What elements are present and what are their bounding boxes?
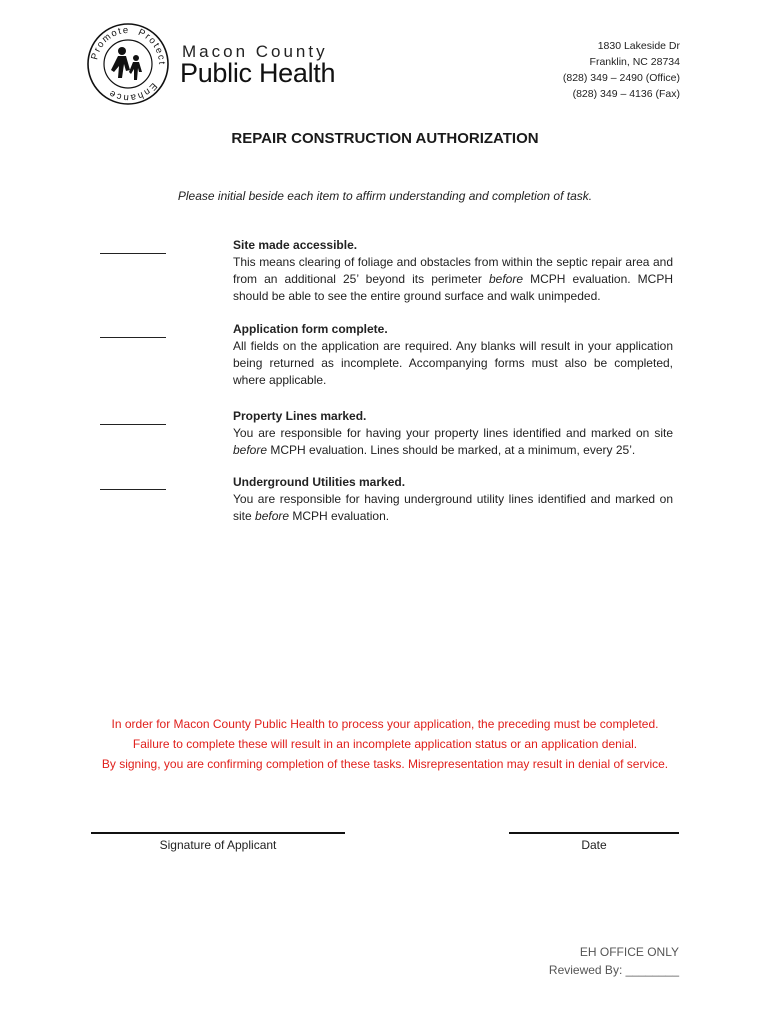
item-body-emphasis: before: [233, 443, 268, 457]
checklist-item-4: [233, 474, 673, 525]
notice-line-2: Failure to complete these will result in an incomplete application status or an application denial.: [132, 737, 638, 751]
seal-word-protect: Protect: [136, 27, 168, 66]
org-name-line1: Macon County: [182, 42, 328, 61]
item-body: This means clearing of foliage and obstacles from within the septic repair area and from an additional 25’ beyond its perimeter: [233, 255, 673, 286]
item-body-emphasis: before: [255, 509, 290, 523]
item-body: You are responsible for having underground utility lines identified and marked on site: [233, 492, 673, 523]
checklist-item-2: [233, 321, 673, 389]
date-line[interactable]: [509, 832, 679, 834]
item-body: All fields on the application are required. Any blanks will result in your application being returned as incomplete. Accompanying forms must also be completed, where applicable.: [233, 339, 673, 387]
item-heading: Application form complete.: [233, 322, 388, 336]
initial-blank-1[interactable]: [100, 253, 166, 254]
completion-notice: [0, 714, 770, 774]
address-block: [563, 38, 680, 102]
applicant-signature-label: Signature of Applicant: [159, 838, 277, 852]
address-phone: (828) 349 – 2490 (Office): [562, 72, 680, 84]
applicant-signature-line[interactable]: [91, 832, 345, 834]
office-only-label: EH OFFICE ONLY: [579, 945, 679, 959]
intro-instructions: Please initial beside each item to affirm understanding and completion of task.: [177, 189, 593, 203]
family-figures-icon: [111, 47, 142, 80]
item-body-emphasis: before: [488, 272, 524, 286]
public-health-seal: [86, 22, 170, 106]
address-city: Franklin, NC 28734: [589, 56, 680, 68]
item-body: You are responsible for having your property lines identified and marked on site: [233, 426, 673, 440]
initial-blank-2[interactable]: [100, 337, 166, 338]
org-name-line2: Public Health: [180, 58, 336, 88]
checklist-item-1: [233, 237, 673, 305]
reviewed-by-field[interactable]: Reviewed By: ________: [548, 963, 679, 977]
initial-blank-4[interactable]: [100, 489, 166, 490]
svg-text:Promote: [89, 25, 130, 61]
office-use-block: [549, 943, 679, 979]
item-heading: Property Lines marked.: [233, 409, 367, 423]
page-title: REPAIR CONSTRUCTION AUTHORIZATION: [231, 130, 539, 147]
item-body-end: MCPH evaluation. Lines should be marked, at a minimum, every 25’.: [267, 443, 636, 457]
item-heading: Underground Utilities marked.: [233, 475, 406, 489]
seal-word-promote: Promote: [89, 24, 130, 61]
address-fax: (828) 349 – 4136 (Fax): [572, 88, 680, 100]
notice-line-1: In order for Macon County Public Health to process your application, the preceding must be completed.: [111, 717, 659, 731]
item-body-end: MCPH evaluation.: [289, 509, 390, 523]
item-heading: Site made accessible.: [233, 238, 358, 252]
seal-word-enhance: Enhance: [106, 80, 160, 104]
item-body-end: MCPH evaluation. MCPH should be able to see the entire ground surface and walk unimpeded.: [233, 272, 673, 303]
checklist-item-3: [233, 408, 673, 459]
notice-line-3: By signing, you are confirming completion of these tasks. Misrepresentation may result in denial of service.: [101, 757, 669, 771]
date-label: Date: [581, 838, 607, 852]
address-street: 1830 Lakeside Dr: [597, 40, 680, 52]
initial-blank-3[interactable]: [100, 424, 166, 425]
